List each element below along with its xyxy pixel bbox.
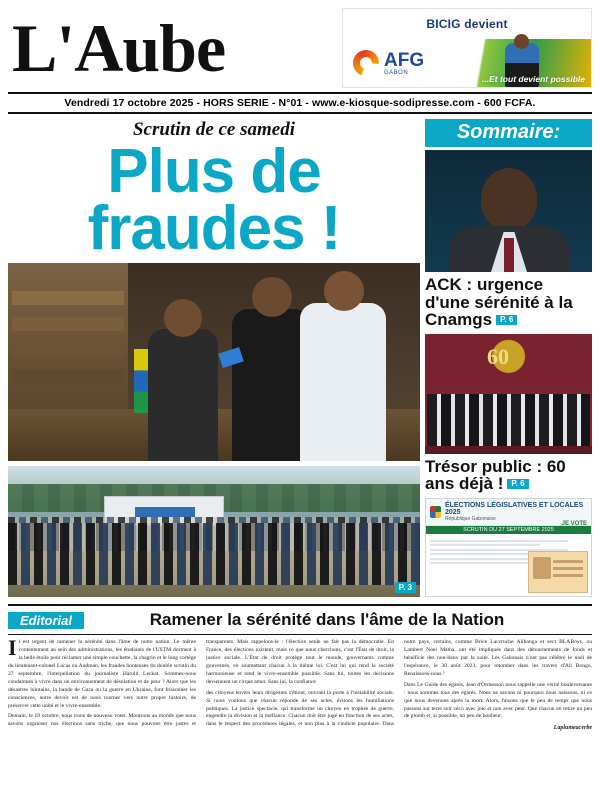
- photo-person-left: [148, 329, 218, 461]
- election-ad-badge: JE VOTE: [561, 520, 587, 527]
- portrait-head: [481, 168, 537, 230]
- photo-desks: [12, 291, 124, 305]
- front-page-content: [8, 119, 592, 597]
- ad-slogan: ...Et tout devient possible: [482, 74, 585, 84]
- lead-headline-line2: fraudes !: [87, 194, 341, 264]
- page-reference-badge[interactable]: P. 3: [395, 582, 416, 593]
- newspaper-title: L'Aube: [12, 9, 226, 86]
- lead-headline: [8, 137, 420, 264]
- group-people-row: [427, 394, 590, 450]
- ad-brand-sub: GABON: [384, 69, 409, 76]
- sommaire-item-1-ref[interactable]: P. 6: [496, 315, 517, 325]
- lead-story-column: [8, 119, 420, 597]
- ad-brand-name: AFG: [384, 49, 425, 71]
- sommaire-title: Sommaire:: [425, 119, 592, 147]
- lead-kicker: Scrutin de ce samedi: [132, 119, 296, 140]
- sommaire-item-2-headline: Trésor public : 60 ans déjà !: [425, 456, 566, 493]
- sommaire-portrait-photo: [425, 150, 592, 272]
- editorial-tag: Editorial: [8, 612, 84, 629]
- issue-info-bar: Vendredi 17 octobre 2025 - HORS SERIE - N°01 - www.e-kiosque-sodipresse.com - 600 FCFA.: [8, 92, 592, 114]
- editorial-body: [8, 634, 592, 762]
- sommaire-item-1[interactable]: [425, 276, 592, 329]
- photo-wall: [8, 263, 128, 413]
- editorial-signature: Laplumeacerbe: [553, 725, 592, 732]
- election-ad-title: ÉLECTIONS LÉGISLATIVES ET LOCALES 2025: [444, 501, 584, 516]
- sommaire-item-1-headline: ACK : urgence d'une sérénité à la Cnamgs: [425, 275, 573, 329]
- lead-photo-voting: [8, 263, 420, 461]
- editorial-paragraph: des citoyens envers leurs dirigeants s'étiont, ouvrant la porte à l'instabilité sociale. Si nous voulons que chacun réponde de ses actes, évitons les humiliations publiques. La justice spectacle, qui transforme un citoyen en trophée de guerre, engendre la division et la méfiance. Chacun doit être jugé en fonction de ses actes, dans le respect des procédures légales, et non plus à la vindicte populaire. Dans notre pays, certains, comme Brice Laccruche Alihanga et sect BLABoys, ou Lambert Noel Matha, ont été impliqués dans des détournements de fonds et bénéficie des non-lieux par la suite. Les Gabonais n'ont pas célébré le noël de l'espérance, le 30 août 2023, pour retomber dans les travers d'Ali Bongo. Renaissons-nous !: [206, 639, 592, 728]
- voter-card-illustration: [528, 551, 588, 593]
- ad-top-row: [343, 9, 591, 39]
- group-floor: [425, 446, 592, 454]
- masthead-advertisement[interactable]: [342, 8, 592, 88]
- sommaire-column: [425, 119, 592, 597]
- sommaire-item-2-ref[interactable]: P. 6: [507, 479, 528, 489]
- election-advertisement[interactable]: [425, 498, 592, 598]
- newspaper-logo: [8, 6, 338, 90]
- ad-text-line: [430, 540, 568, 542]
- editorial-paragraph: Dans Le Guide des égarés, Jean d'Ormesson nous rappelle une vérité bouleversante : nous sommes tous des égarés. Nous ne savons ni pourquoi nous naissons, ni ce que nous devenons après la mort. Alors, faisons que le peu de temps que nous passons sur terre soit vécu avec joie et non avec peur. Que chacun en retire un peu de plomb et, si possible, un peu de bonheur.: [404, 681, 592, 720]
- editorial-paragraph: Demain, le 18 octobre, nous irons de nouveau voter. Montrons au monde que nous savons organiser nos élections sans triche, que nous pouvons être justes et transparents. Mais rappelons-le : l'élection seule ne fait pas la démocratie. En France, des élections existent, mais ce que nous cherchons, c'est l'État de droit, la justice sociale. L'État de droit protège tout le monde, gouvernants comme gouvernés, en soumettant chacun à la même loi. C'est lui qui rend la société harmonieuse et rend le vivre-ensemble possible. Sans lui, toutes les décisions deviennent un cirque amer. Sans lui, la confiance: [8, 639, 394, 728]
- election-ad-strip: SCRUTIN DU 27 SEPTEMBRE 2025: [426, 526, 591, 534]
- ad-text-line: [430, 562, 540, 564]
- photo-person-center: [232, 309, 310, 461]
- masthead: [8, 6, 592, 90]
- ad-top-text: BICIG devient: [426, 17, 508, 31]
- ad-main-row: [343, 39, 591, 87]
- election-ad-subtitle: République Gabonaise: [444, 516, 496, 523]
- editorial-paragraph: Il est urgent de ramener la sérénité dans l'âme de notre nation. Le même contentement au sein des administrations, les étudiants de l'USTM dorment à la belle étoile pour réclamer une simple couchette, la chagrin et le long cortège du lieutenant-colonel Lucas ou Audrean, les fraudes honteuses du double scrutin du 27 septembre, l'interpellation du journaliste Harold Leckat. Sommes-nous condamnés à vivre dans un environnement de désolation et de peur ? Alors que les désastres lointains, la bande de Gaza ou la guerre en Ukraine, font frissonner les consciences, notre devoir est de nous tourner vers notre propre histoire, de préserver cette unité et le vivre-ensemble.: [8, 635, 196, 709]
- photo-voter-queue: [8, 466, 420, 597]
- sommaire-group-photo: [425, 334, 592, 454]
- photo-crowd-front: [8, 523, 420, 585]
- editorial-header: [8, 604, 592, 630]
- afg-swoosh-icon: [353, 50, 379, 76]
- editorial-title: Ramener la sérénité dans l'âme de la Nation: [149, 610, 505, 629]
- sommaire-item-2[interactable]: [425, 458, 592, 493]
- ad-text-line: [430, 553, 540, 555]
- gabon-emblem-icon: [430, 506, 441, 518]
- lead-headline-line1: Plus de: [107, 137, 321, 206]
- portrait-tie: [504, 238, 514, 272]
- afg-logo-icon: [353, 50, 424, 76]
- photo-person-right: [300, 303, 386, 461]
- anniversary-number: 60: [487, 343, 509, 369]
- ad-text-line: [430, 544, 540, 546]
